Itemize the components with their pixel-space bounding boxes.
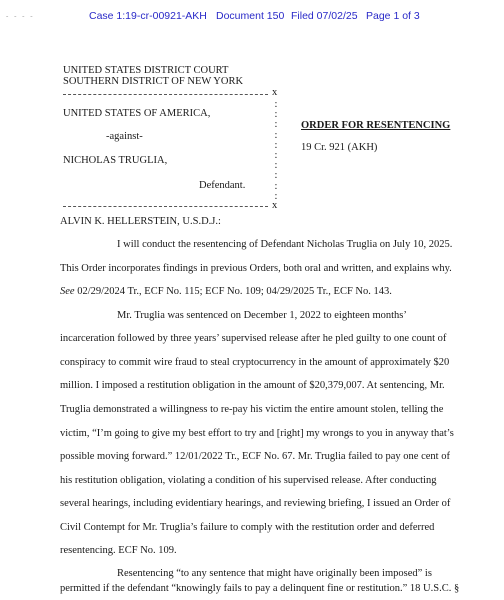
caption-colon: : [274,129,278,141]
paragraph2-line: several hearings, including evidentiary hearings, and reviewing briefing, I issued an Order of [60,498,451,509]
paragraph1-line1: I will conduct the resentencing of Defendant Nicholas Truglia on July 10, 2025. [117,239,453,250]
caption-top-rule [63,94,268,95]
paragraph2-line: conspiracy to commit wire fraud to steal cryptocurrency in the amount of approximately $20 [60,357,450,368]
page-count-header: Page 1 of 3 [366,10,420,22]
paragraph2-line: victim, “I’m going to give my best effort to try and [right] my wrongs to you in anyway that’s [60,428,454,439]
judge-name: ALVIN K. HELLERSTEIN, U.S.D.J.: [60,216,221,227]
paragraph2-line: incarceration followed by three years’ supervised release after he pled guilty to one count of [60,333,447,344]
caption-x-top: x [272,87,278,98]
caption-colon: : [274,109,278,121]
caption-colon-column [272,100,280,202]
defendant-label: Defendant. [199,180,246,191]
see-signal: See [60,286,75,297]
paragraph2-line: Civil Contempt for Mr. Truglia’s failure to comply with the restitution order and deferred [60,522,435,533]
docket-number: 19 Cr. 921 (AKH) [301,142,378,153]
caption-colon: : [274,99,278,110]
caption-bottom-rule [63,206,268,207]
caption-colon: : [274,119,278,131]
paragraph2-line: Truglia demonstrated a willingness to re-pay his victim the entire amount stolen, telling the [60,404,444,415]
paragraph2-line: possible moving forward.” 12/01/2022 Tr., ECF No. 67. Mr. Truglia failed to pay one cent of [60,451,450,462]
caption-colon: : [274,139,278,151]
paragraph2-line: his restitution obligation, violating a condition of his supervised release. After conducting [60,475,437,486]
paragraph3-line: Resentencing “to any sentence that might have originally been imposed” is [117,568,432,579]
paragraph2-line: million. I imposed a restitution obligation in the amount of $20,379,007. At sentencing, Mr. [60,380,445,391]
paragraph1-line2: This Order incorporates findings in previous Orders, both oral and written, and explains why. [60,263,452,274]
defendant-name: NICHOLAS TRUGLIA, [63,155,168,166]
order-title: ORDER FOR RESENTENCING [301,120,451,131]
case-number-header: Case 1:19-cr-00921-AKH [89,10,207,22]
court-name-line1: UNITED STATES DISTRICT COURT [63,65,229,76]
paragraph2-line: Mr. Truglia was sentenced on December 1, 2022 to eighteen months’ [117,310,407,321]
caption-colon: : [274,150,278,162]
paragraph3-line: permitted if the defendant “knowingly fails to pay a delinquent fine or restitution.” 18 U.S.C. § [60,583,460,594]
versus-label: -against- [106,131,143,142]
caption-colon: : [274,160,278,172]
caption-x-bottom: x [272,200,278,211]
citation-text: 02/29/2024 Tr., ECF No. 115; ECF No. 109; 04/29/2025 Tr., ECF No. 143. [74,286,392,297]
caption-colon: : [274,180,278,192]
filed-date-header: Filed 07/02/25 [291,10,358,22]
caption-colon: : [274,190,278,202]
paragraph1-line3 [60,286,392,297]
paragraph2-line: resentencing. ECF No. 109. [60,545,177,556]
document-number-header: Document 150 [216,10,285,22]
plaintiff-name: UNITED STATES OF AMERICA, [63,108,211,119]
scan-marks: - - - - [6,12,35,20]
caption-colon: : [274,170,278,182]
court-name-line2: SOUTHERN DISTRICT OF NEW YORK [63,76,244,87]
